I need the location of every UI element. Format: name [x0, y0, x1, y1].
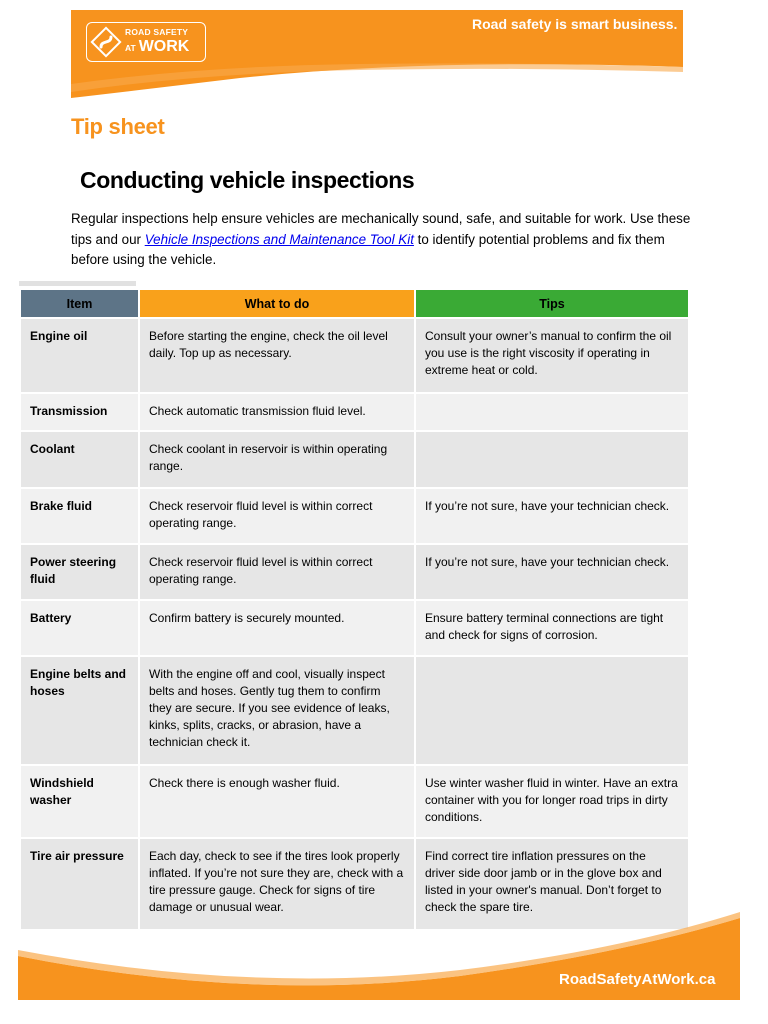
inspection-table [19, 288, 690, 931]
cell-what-to-do: With the engine off and cool, visually inspect belts and hoses. Gently tug them to confirm they are secure. If you see evidence of leaks, kinks, splits, cracks, or abrasion, have a technician check it. [139, 656, 415, 765]
cell-tips: Find correct tire inflation pressures on the driver side door jamb or in the glove box and listed in your owner's manual. Don’t forget to check the spare tire. [415, 838, 689, 930]
cell-item: Coolant [20, 431, 139, 488]
table-row [20, 600, 689, 656]
cell-what-to-do: Each day, check to see if the tires look properly inflated. If you’re not sure they are, check with a tire pressure gauge. Check for signs of tire damage or unusual wear. [139, 838, 415, 930]
intro-text-after: to identify potential problems and fix them before using the vehicle. [71, 231, 665, 267]
cell-what-to-do: Check there is enough washer fluid. [139, 765, 415, 838]
logo-text-at: AT [125, 43, 136, 53]
cell-item: Windshield washer [20, 765, 139, 838]
cell-what-to-do: Check automatic transmission fluid level. [139, 393, 415, 431]
cell-tips: Ensure battery terminal connections are tight and check for signs of corrosion. [415, 600, 689, 656]
cell-item: Engine belts and hoses [20, 656, 139, 765]
cell-item: Transmission [20, 393, 139, 431]
cell-item: Brake fluid [20, 488, 139, 544]
page-title: Conducting vehicle inspections [80, 167, 415, 193]
cell-what-to-do: Check coolant in reservoir is within operating range. [139, 431, 415, 488]
table-row [20, 318, 689, 393]
cell-what-to-do: Before starting the engine, check the oil level daily. Top up as necessary. [139, 318, 415, 393]
logo-text-road-safety: ROAD SAFETY [125, 27, 189, 37]
intro-paragraph [71, 209, 691, 271]
logo-text-work: WORK [138, 38, 190, 55]
cell-what-to-do: Check reservoir fluid level is within correct operating range. [139, 544, 415, 600]
table-row [20, 393, 689, 431]
cell-tips: If you’re not sure, have your technician check. [415, 488, 689, 544]
doc-type-label: Tip sheet [71, 114, 165, 139]
cell-tips [415, 431, 689, 488]
cell-what-to-do: Check reservoir fluid level is within correct operating range. [139, 488, 415, 544]
cell-item: Power steering fluid [20, 544, 139, 600]
column-header-what-to-do: What to do [139, 289, 415, 318]
cell-item: Engine oil [20, 318, 139, 393]
logo-text-at-work [125, 38, 189, 56]
cell-item: Tire air pressure [20, 838, 139, 930]
road-safety-at-work-logo[interactable] [86, 22, 206, 62]
table-tab-marker [19, 281, 136, 286]
column-header-item: Item [20, 289, 139, 318]
cell-tips: Use winter washer fluid in winter. Have an extra container with you for longer road trips in dirty conditions. [415, 765, 689, 838]
footer-banner [0, 910, 768, 1024]
header-tagline: Road safety is smart business. [472, 16, 678, 32]
cell-what-to-do: Confirm battery is securely mounted. [139, 600, 415, 656]
cell-item: Battery [20, 600, 139, 656]
table-row [20, 431, 689, 488]
table-row [20, 765, 689, 838]
cell-tips [415, 393, 689, 431]
cell-tips: Consult your owner’s manual to confirm the oil you use is the right viscosity if operating in extreme heat or cold. [415, 318, 689, 393]
column-header-tips: Tips [415, 289, 689, 318]
intro-text-before: Regular inspections help ensure vehicles are mechanically sound, safe, and suitable for work. Use these tips and our [71, 211, 691, 247]
table-header-row [20, 289, 689, 318]
table-row [20, 488, 689, 544]
toolkit-link[interactable]: Vehicle Inspections and Maintenance Tool Kit [144, 231, 414, 247]
table-row [20, 656, 689, 765]
table-row [20, 544, 689, 600]
road-sign-icon [89, 25, 123, 59]
footer-website-link[interactable]: RoadSafetyAtWork.ca [559, 971, 716, 988]
cell-tips [415, 656, 689, 765]
cell-tips: If you’re not sure, have your technician check. [415, 544, 689, 600]
